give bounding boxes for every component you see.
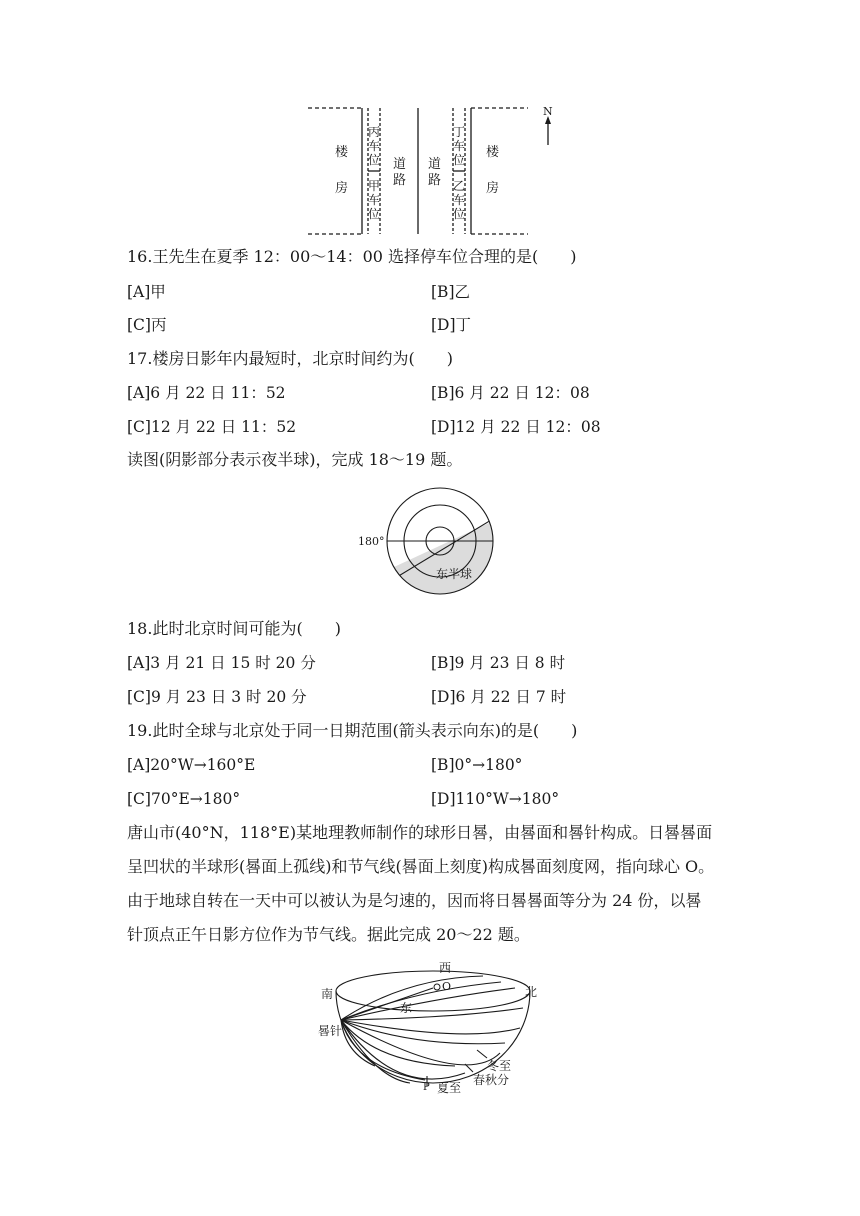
lon-180-label: 180° <box>358 535 385 548</box>
q17-option-c[interactable] <box>127 417 296 437</box>
q19-option-c[interactable] <box>127 789 240 809</box>
option-text: 110°W→180° <box>455 790 560 808</box>
q17-option-d[interactable] <box>431 417 601 437</box>
q16-option-c[interactable] <box>127 315 166 335</box>
option-letter: [B] <box>431 756 455 774</box>
center-o-label: O <box>442 980 452 993</box>
ding-spot-1: 丁 <box>453 125 466 139</box>
option-letter: [B] <box>431 654 455 672</box>
south-label: 南 <box>321 987 334 1001</box>
north-label: 北 <box>525 985 538 999</box>
q18-option-c[interactable] <box>127 687 307 707</box>
option-text: 乙 <box>454 283 471 301</box>
night-hemisphere <box>355 511 515 595</box>
option-text: 6 月 22 日 11：52 <box>150 384 286 402</box>
option-letter: [C] <box>127 688 151 706</box>
jia-spot-2: 车 <box>368 193 381 207</box>
yi-spot-3: 位 <box>453 207 466 221</box>
summer-solstice-label: 夏至 <box>437 1081 462 1095</box>
option-letter: [D] <box>431 418 456 436</box>
option-letter: [D] <box>431 688 456 706</box>
option-letter: [D] <box>431 790 456 808</box>
p-label: P <box>423 1082 430 1093</box>
passage-line-4: 针顶点正午日影方位作为节气线。据此完成 20～22 题。 <box>127 925 530 944</box>
option-text: 丁 <box>455 316 472 334</box>
option-letter: [B] <box>431 384 455 402</box>
option-text: 3 月 21 日 15 时 20 分 <box>150 654 316 672</box>
option-text: 9 月 23 日 3 时 20 分 <box>150 688 307 706</box>
option-letter: [A] <box>127 283 151 301</box>
right-building-1: 楼 <box>486 145 500 160</box>
option-letter: [C] <box>127 316 151 334</box>
east-label: 东 <box>400 1001 413 1015</box>
q18-stem: 18.此时北京时间可能为( ) <box>127 619 341 638</box>
option-text: 12 月 22 日 11：52 <box>150 418 297 436</box>
q17-option-a[interactable] <box>127 383 286 403</box>
bing-spot-1: 丙 <box>368 125 381 139</box>
option-text: 70°E→180° <box>150 790 241 808</box>
option-letter: [C] <box>127 790 151 808</box>
option-letter: [D] <box>431 316 456 334</box>
q16-option-a[interactable] <box>127 282 166 302</box>
option-text: 6 月 22 日 12：08 <box>454 384 590 402</box>
left-road-1: 道 <box>393 157 407 172</box>
passage-line-3: 由于地球自转在一天中可以被认为是匀速的，因而将日晷晷面等分为 24 份，以晷 <box>127 891 702 910</box>
option-text: 12 月 22 日 12：08 <box>455 418 601 436</box>
q18-option-a[interactable] <box>127 653 316 673</box>
q17-option-b[interactable] <box>431 383 590 403</box>
q19-option-d[interactable] <box>431 789 559 809</box>
option-letter: [A] <box>127 756 151 774</box>
option-text: 9 月 23 日 8 时 <box>454 654 566 672</box>
left-building-1: 楼 <box>335 145 349 160</box>
q16-option-d[interactable] <box>431 315 471 335</box>
q19-option-a[interactable] <box>127 755 255 775</box>
option-letter: [C] <box>127 418 151 436</box>
ding-spot-2: 车 <box>453 139 466 153</box>
q17-stem: 17.楼房日影年内最短时，北京时间约为( ) <box>127 349 453 368</box>
q19-option-b[interactable] <box>431 755 522 775</box>
sundial-diagram <box>315 958 555 1098</box>
option-letter: [B] <box>431 283 455 301</box>
left-building-2: 房 <box>335 181 349 196</box>
right-building-2: 房 <box>486 181 500 196</box>
option-text: 丙 <box>150 316 167 334</box>
hemisphere-diagram <box>355 485 515 595</box>
bing-spot-3: 位 <box>368 153 381 167</box>
gnomon-label: 晷针 <box>318 1024 343 1038</box>
equinox-label: 春秋分 <box>473 1073 510 1087</box>
bing-spot-2: 车 <box>368 139 381 153</box>
parking-diagram <box>300 100 570 240</box>
jia-spot-1: 甲 <box>368 179 381 193</box>
q18-option-b[interactable] <box>431 653 565 673</box>
passage-line-1: 唐山市(40°N，118°E)某地理教师制作的球形日晷，由晷面和晷针构成。日晷晷面 <box>127 823 713 842</box>
q16-option-b[interactable] <box>431 282 470 302</box>
west-label: 西 <box>439 961 452 975</box>
q19-stem: 19.此时全球与北京处于同一日期范围(箭头表示向东)的是( ) <box>127 721 578 740</box>
option-text: 0°→180° <box>454 756 523 774</box>
intro-18-19: 读图(阴影部分表示夜半球)，完成 18～19 题。 <box>127 450 463 469</box>
yi-spot-1: 乙 <box>453 179 466 193</box>
right-road-1: 道 <box>428 157 442 172</box>
q18-option-d[interactable] <box>431 687 566 707</box>
left-road-2: 路 <box>393 173 407 188</box>
center-o-marker <box>434 984 440 990</box>
option-text: 20°W→160°E <box>150 756 256 774</box>
ding-spot-3: 位 <box>453 153 466 167</box>
q16-stem: 16.王先生在夏季 12：00～14：00 选择停车位合理的是( ) <box>127 247 577 266</box>
east-hemisphere-label: 东半球 <box>436 567 473 581</box>
option-letter: [A] <box>127 654 151 672</box>
jia-spot-3: 位 <box>368 207 381 221</box>
winter-solstice-label: 冬至 <box>487 1059 512 1073</box>
north-label: N <box>543 105 553 118</box>
option-text: 6 月 22 日 7 时 <box>455 688 567 706</box>
right-road-2: 路 <box>428 173 442 188</box>
option-letter: [A] <box>127 384 151 402</box>
passage-line-2: 呈凹状的半球形(晷面上孤线)和节气线(晷面上刻度)构成晷面刻度网，指向球心 O。 <box>127 857 715 876</box>
option-text: 甲 <box>150 283 166 301</box>
yi-spot-2: 车 <box>453 193 466 207</box>
